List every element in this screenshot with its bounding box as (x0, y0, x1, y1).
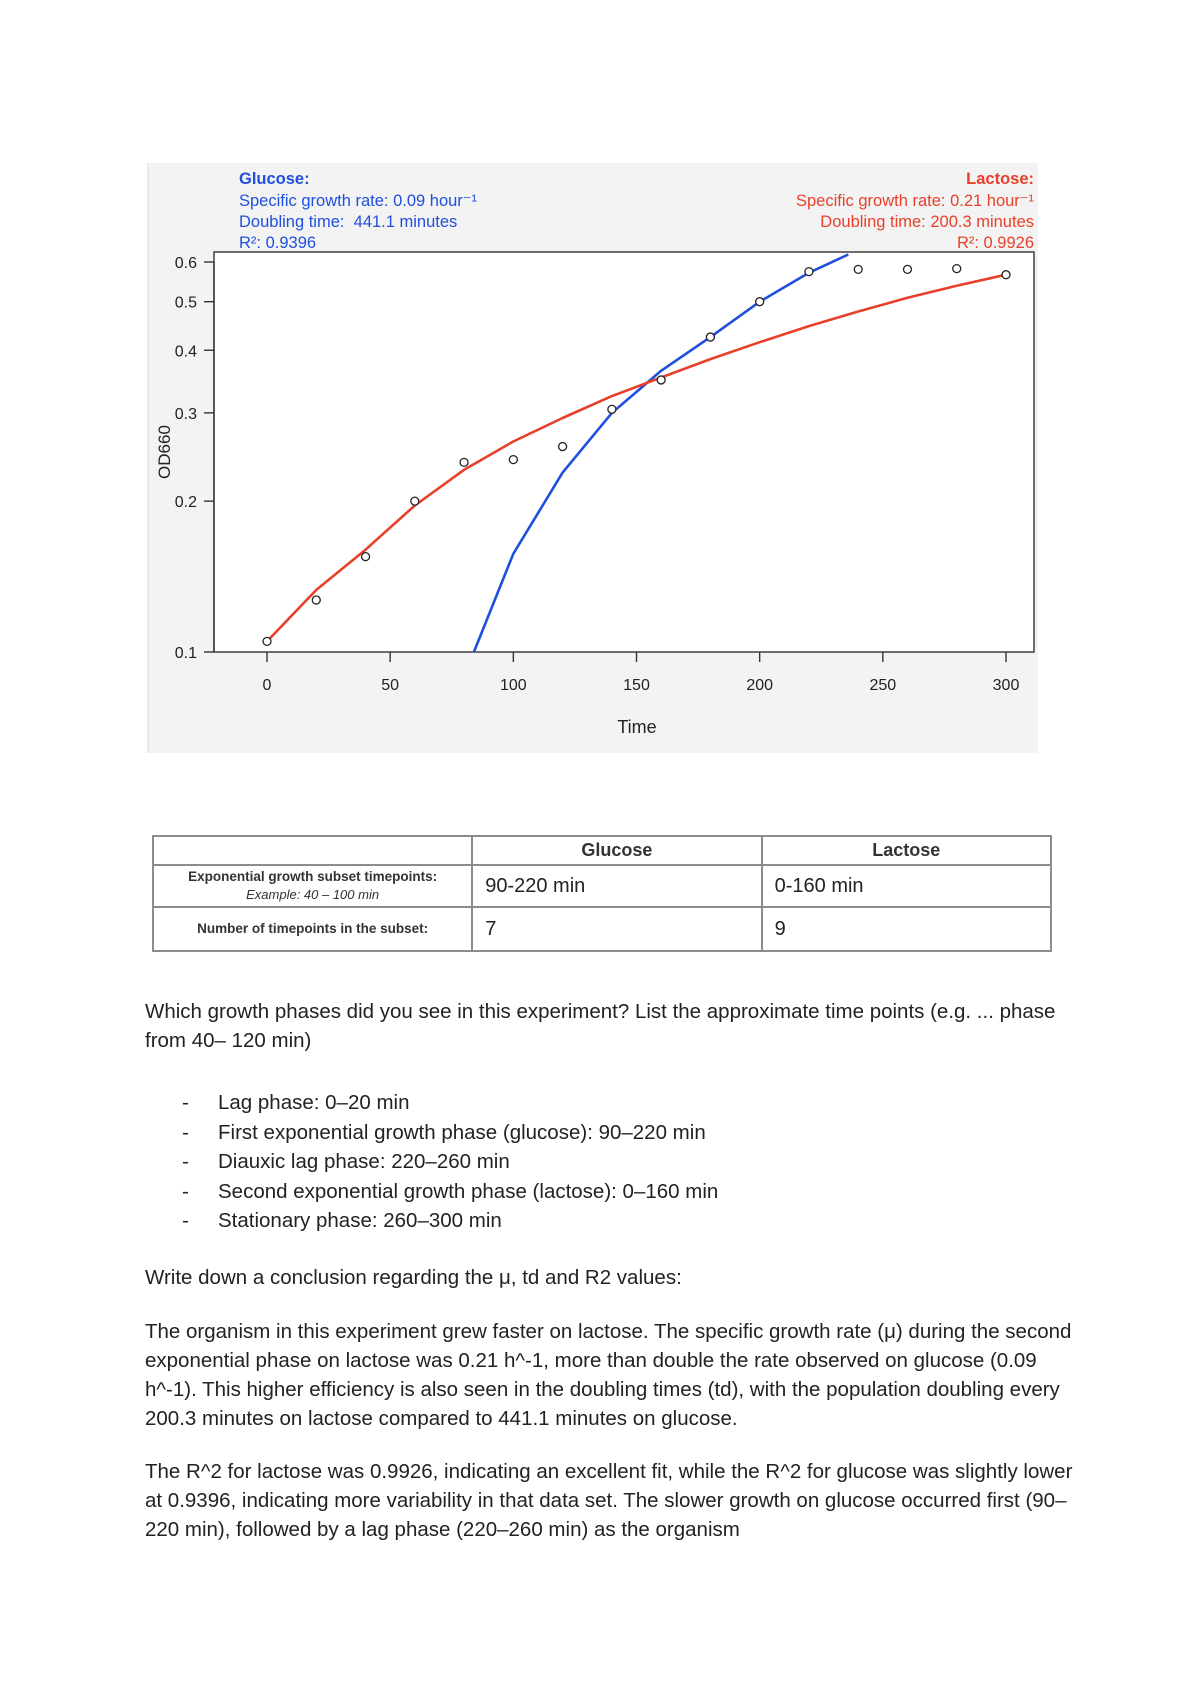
data-point (312, 596, 320, 604)
list-item (182, 1147, 718, 1177)
conclusion-question (145, 1263, 1075, 1292)
lactose-annotation-title: Lactose: (966, 170, 1034, 188)
glucose-annotation-r2: R²: 0.9396 (239, 234, 317, 252)
lactose-annotation-r2: R²: 0.9926 (956, 234, 1034, 252)
y-tick-label: 0.4 (174, 343, 197, 361)
plot-area (214, 252, 1034, 652)
phase-text: First exponential growth phase (glucose): 90–220 min (218, 1120, 706, 1144)
glucose-annotation-title: Glucose: (239, 170, 310, 188)
data-point (756, 298, 764, 306)
lactose-timepoints-value: 0-160 min (762, 865, 1051, 907)
data-point (509, 456, 517, 464)
conclusion-paragraph-2-text: The R^2 for lactose was 0.9926, indicating an excellent fit, while the R^2 for glucose was slightly lower at 0.9396, indicating more variability in that data set. The slower growth on glucose occurred first (90–220 min), followed by a lag phase (220–260 min) as the organism (145, 1460, 1073, 1541)
data-point (854, 265, 862, 273)
table-corner-cell (153, 836, 472, 865)
bullet-dash: - (182, 1150, 189, 1173)
y-tick-label: 0.5 (174, 294, 197, 312)
exponential-subset-table (152, 835, 1052, 952)
data-point (953, 265, 961, 273)
growth-curve-chart (0, 0, 1200, 760)
bullet-dash: - (182, 1091, 189, 1114)
data-point (263, 637, 271, 645)
count-row-label: Number of timepoints in the subset: (153, 907, 472, 951)
glucose-count-value: 7 (472, 907, 761, 951)
glucose-annotation-doubling: Doubling time: 441.1 minutes (239, 213, 458, 231)
glucose-timepoints-value: 90-220 min (472, 865, 761, 907)
bullet-dash: - (182, 1179, 189, 1203)
timepoints-row-label-text: Exponential growth subset timepoints: (188, 868, 438, 884)
conclusion-question-text: Write down a conclusion regarding the μ, td and R2 values: (145, 1266, 682, 1289)
glucose-annotation-rate: Specific growth rate: 0.09 hour⁻¹ (239, 192, 477, 210)
x-tick-label: 200 (746, 677, 774, 694)
table-row (153, 865, 1051, 907)
x-tick-label: 0 (262, 677, 272, 694)
data-point (460, 458, 468, 466)
phase-text: Second exponential growth phase (lactose): 0–160 min (218, 1179, 719, 1203)
list-item (182, 1118, 718, 1148)
growth-phases-question (145, 997, 1075, 1055)
bullet-dash: - (182, 1209, 189, 1232)
lactose-annotation-doubling: Doubling time: 200.3 minutes (820, 213, 1034, 231)
data-point (657, 376, 665, 384)
list-item (182, 1088, 718, 1118)
list-item (182, 1206, 718, 1236)
x-tick-label: 250 (869, 677, 897, 694)
y-tick-label: 0.6 (174, 255, 197, 272)
y-tick-label: 0.3 (174, 405, 197, 423)
bullet-dash: - (182, 1120, 189, 1144)
timepoints-row-example: Example: 40 – 100 min (246, 887, 380, 903)
data-point (903, 265, 911, 273)
x-tick-label: 150 (623, 677, 650, 694)
x-tick-label: 300 (992, 677, 1020, 694)
data-point (1002, 271, 1010, 279)
conclusion-paragraph-2 (145, 1457, 1075, 1544)
x-axis-label: Time (617, 717, 657, 737)
table-header-row (153, 836, 1051, 865)
timepoints-row-label (153, 865, 472, 907)
conclusion-paragraph-1 (145, 1317, 1075, 1433)
growth-phase-list (182, 1088, 718, 1236)
y-tick-label: 0.2 (174, 494, 197, 512)
glucose-column-header: Glucose (472, 836, 761, 865)
lactose-count-value: 9 (762, 907, 1051, 951)
growth-phases-question-text: Which growth phases did you see in this experiment? List the approximate time points (e.g. ... phase from 40– 120 min) (145, 1000, 1056, 1052)
data-point (608, 405, 616, 413)
data-point (805, 268, 813, 276)
list-item (182, 1177, 718, 1207)
data-point (362, 553, 370, 561)
phase-text: Lag phase: 0–20 min (218, 1091, 410, 1114)
y-tick-label: 0.1 (174, 645, 197, 662)
phase-text: Stationary phase: 260–300 min (218, 1209, 502, 1232)
x-tick-label: 100 (499, 677, 527, 694)
data-point (411, 497, 419, 505)
data-point (706, 333, 714, 341)
lactose-column-header: Lactose (762, 836, 1051, 865)
conclusion-paragraph-1-text: The organism in this experiment grew faster on lactose. The specific growth rate (μ) during the second exponential phase on lactose was 0.21 h^-1, more than double the rate observed on glucose (0.09 h^-1). This higher efficiency is also seen in the doubling times (td), with the population doubling every 200.3 minutes on lactose compared to 441.1 minutes on glucose. (145, 1320, 1072, 1430)
x-tick-label: 50 (381, 677, 400, 694)
data-point (559, 443, 567, 451)
table-row (153, 907, 1051, 951)
lactose-annotation-rate: Specific growth rate: 0.21 hour⁻¹ (796, 192, 1034, 210)
phase-text: Diauxic lag phase: 220–260 min (218, 1150, 510, 1173)
y-axis-label: OD660 (155, 425, 174, 479)
